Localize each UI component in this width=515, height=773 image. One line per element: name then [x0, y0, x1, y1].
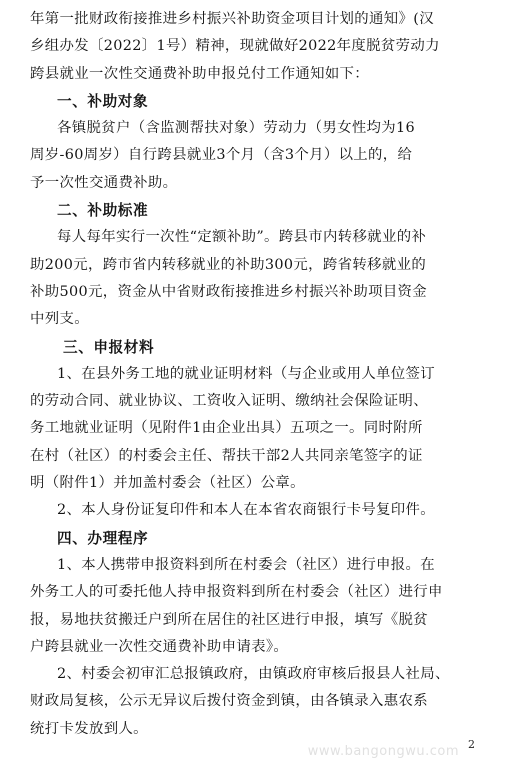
paragraph-first-line: 各镇脱贫户（含监测帮扶对象）劳动力（男女性均为16 [57, 120, 416, 137]
paragraph-line: 补助500元，资金从中省财政衔接推进乡村振兴补助项目资金 [30, 283, 428, 300]
paragraph-line: 助200元，跨市省内转移就业的补助300元，跨省转移就业的 [30, 256, 427, 273]
paragraph-line: 财政局复核，公示无异议后拨付资金到镇，由各镇录入惠农系 [30, 693, 428, 710]
paragraph-line: 务工地就业证明（见附件1由企业出具）五项之一。同时附所 [30, 420, 423, 437]
page-number: 2 [468, 738, 475, 751]
paragraph-line: 报，易地扶贫搬迁户到所在居住的社区进行申报，填写《脱贫 [30, 611, 428, 628]
paragraph-first-line: 2、村委会初审汇总报镇政府，由镇政府审核后报县人社局、 [57, 666, 450, 683]
paragraph-line: 明（附件1）并加盖村委会（社区）公章。 [30, 475, 305, 492]
section-heading: 四、办理程序 [57, 529, 149, 547]
section-heading: 三、申报材料 [63, 338, 155, 356]
watermark: www.bangongwu.com [307, 744, 459, 759]
section-heading: 一、补助对象 [57, 92, 149, 110]
paragraph-line: 乡组办发〔2022〕1号）精神，现就做好2022年度脱贫劳动力 [30, 38, 440, 55]
paragraph-line: 中列支。 [30, 311, 89, 328]
paragraph-line: 户跨县就业一次性交通费补助申请表》。 [30, 638, 289, 655]
paragraph-first-line: 每人每年实行一次性“定额补助”。跨县市内转移就业的补 [57, 229, 427, 246]
paragraph-first-line: 1、在县外务工地的就业证明材料（与企业或用人单位签订 [57, 365, 436, 382]
paragraph-line: 跨县就业一次性交通费补助申报兑付工作通知如下： [30, 65, 370, 82]
paragraph-line: 的劳动合同、就业协议、工资收入证明、缴纳社会保险证明、 [30, 393, 428, 410]
paragraph-line: 外务工人的可委托他人持申报资料到所在村委会（社区）进行申 [30, 584, 443, 601]
document-body [30, 6, 487, 743]
paragraph-line: 年第一批财政衔接推进乡村振兴补助资金项目计划的通知》(汉 [30, 11, 434, 27]
paragraph-line: 予一次性交通费补助。 [30, 174, 178, 191]
paragraph-first-line: 2、本人身份证复印件和本人在本省农商银行卡号复印件。 [57, 502, 436, 519]
paragraph-line: 周岁-60周岁）自行跨县就业3个月（含3个月）以上的，给 [30, 147, 413, 164]
paragraph-first-line: 1、本人携带申报资料到所在村委会（社区）进行申报。在 [57, 556, 436, 573]
paragraph-line: 统打卡发放到人。 [30, 720, 148, 737]
paragraph-line: 在村（社区）的村委会主任、帮扶干部2人共同亲笔签字的证 [30, 447, 423, 464]
section-heading: 二、补助标准 [57, 202, 149, 220]
